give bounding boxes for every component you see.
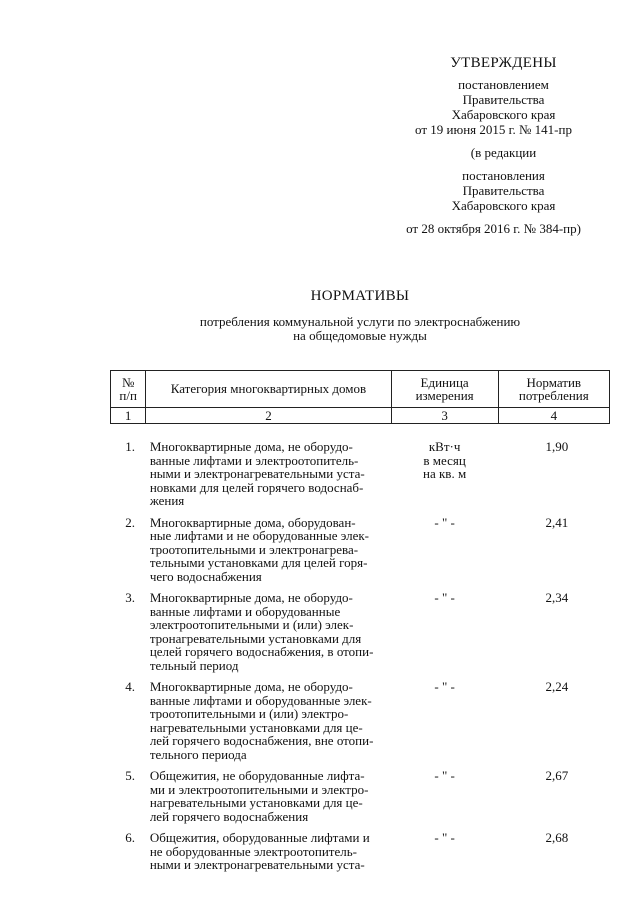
- row-category-line: электроотопительными и (или) элек-: [149, 617, 354, 632]
- row-category-line: тельного периода: [149, 746, 247, 762]
- approval-line: Хабаровского края: [451, 107, 556, 122]
- row-category: [146, 591, 391, 680]
- column-number: 1: [111, 408, 146, 424]
- row-number: 3.: [125, 590, 136, 605]
- column-number: 4: [498, 408, 609, 424]
- document-title: НОРМАТИВЫ: [310, 288, 410, 304]
- table-row: [111, 591, 610, 680]
- row-category: [146, 680, 391, 769]
- table-row: [111, 516, 610, 592]
- row-category: [146, 769, 391, 831]
- row-unit-line: - " -: [434, 830, 455, 845]
- row-unit-line: - " -: [434, 679, 455, 694]
- row-number: 1.: [125, 439, 136, 454]
- row-unit: [391, 680, 498, 769]
- row-category-line: тронагревательными установками для: [149, 630, 362, 646]
- row-category-line: троотопительными и электронагрева-: [149, 541, 359, 557]
- row-norm-value: 2,24: [545, 679, 569, 694]
- approval-line: постановлением: [458, 77, 549, 92]
- approval-line: от 19 июня 2015 г. № 141-пр: [415, 122, 572, 137]
- row-category-line: ванные лифтами и оборудованные: [149, 603, 341, 619]
- row-norm-value: 1,90: [545, 439, 569, 454]
- header-norm: Норматив потребления: [498, 371, 609, 408]
- table-row: [111, 831, 610, 880]
- row-category-line: ванные лифтами и электроотопитель-: [149, 452, 359, 468]
- row-category-line: ные лифтами и не оборудованные элек-: [149, 528, 370, 543]
- row-category-line: тельный период: [149, 657, 239, 673]
- approval-line: постановления: [462, 168, 545, 183]
- row-category-line: Многоквартирные дома, не оборудо-: [149, 439, 353, 454]
- row-category-line: нагревательными установками для це-: [149, 795, 363, 810]
- row-category-line: троотопительными и (или) электро-: [149, 706, 349, 721]
- row-unit-line: - " -: [434, 768, 455, 783]
- approval-line: Правительства: [462, 92, 545, 107]
- document-subtitle-line: потребления коммунальной услуги по электроснабжению: [199, 314, 521, 329]
- norms-table: [110, 370, 610, 880]
- row-unit-line: - " -: [434, 590, 455, 605]
- row-category-line: Общежития, оборудованные лифтами и: [149, 830, 370, 845]
- row-number: 5.: [125, 768, 136, 783]
- header-number: № п/п: [111, 371, 146, 408]
- row-category-line: новками для целей горячего водоснаб-: [149, 479, 364, 495]
- row-unit-line: - " -: [434, 514, 455, 530]
- row-unit-line: на кв. м: [423, 466, 467, 481]
- row-unit: [391, 769, 498, 831]
- row-category-line: Общежития, не оборудованные лифта-: [149, 768, 365, 783]
- row-category-line: Многоквартирные дома, оборудован-: [149, 514, 356, 530]
- row-category-line: ными и электронагревательными уста-: [149, 857, 365, 872]
- column-number: 2: [146, 408, 391, 424]
- row-category-line: жения: [149, 493, 185, 508]
- approval-line: (в редакции: [470, 145, 537, 160]
- approval-title: УТВЕРЖДЕНЫ: [450, 55, 557, 71]
- row-category: [146, 831, 391, 880]
- row-norm-value: 2,41: [545, 514, 569, 530]
- row-category-line: Многоквартирные дома, не оборудо-: [149, 590, 353, 605]
- row-category-line: ми и электроотопительными и электро-: [149, 781, 369, 797]
- approval-line: Хабаровского края: [451, 198, 556, 213]
- table-row: [111, 680, 610, 769]
- approval-line: от 28 октября 2016 г. № 384-пр): [406, 221, 581, 236]
- table-row: [111, 424, 610, 516]
- row-category-line: лей горячего водоснабжения, вне отопи-: [149, 733, 374, 748]
- header-unit: Единица измерения: [391, 371, 498, 408]
- row-category-line: лей горячего водоснабжения: [149, 808, 309, 824]
- row-unit: [391, 591, 498, 680]
- row-norm-value: 2,68: [545, 830, 569, 845]
- row-category-line: не оборудованные электроотопитель-: [149, 843, 357, 859]
- row-category-line: тельными установками для целей горя-: [149, 555, 368, 570]
- approval-block: [401, 56, 606, 236]
- row-norm-value: 2,34: [545, 590, 569, 605]
- row-category-line: чего водоснабжения: [149, 568, 262, 584]
- row-category-line: целей горячего водоснабжения, в отопи-: [149, 644, 374, 659]
- row-category-line: ванные лифтами и оборудованные элек-: [149, 692, 372, 708]
- row-category-line: Многоквартирные дома, не оборудо-: [149, 679, 353, 694]
- approval-line: Правительства: [462, 183, 545, 198]
- row-unit: [391, 831, 498, 880]
- table-row: [111, 769, 610, 831]
- document-subtitle-line: на общедомовые нужды: [293, 328, 427, 343]
- row-unit-line: кВт·ч: [428, 439, 461, 454]
- row-unit-line: в месяц: [423, 452, 466, 468]
- row-number: 6.: [125, 830, 136, 845]
- row-number: 2.: [125, 514, 136, 530]
- column-number: 3: [391, 408, 498, 424]
- row-unit: [391, 424, 498, 516]
- row-norm-value: 2,67: [545, 768, 569, 783]
- row-category: [146, 424, 391, 516]
- row-category-line: нагревательными установками для це-: [149, 719, 363, 735]
- row-number: 4.: [125, 679, 136, 694]
- column-numbers-row: [111, 408, 610, 424]
- row-category: [146, 516, 391, 592]
- header-category: Категория многоквартирных домов: [146, 371, 391, 408]
- document-heading: [110, 288, 610, 343]
- row-category-line: ными и электронагревательными уста-: [149, 466, 365, 481]
- row-unit: [391, 516, 498, 592]
- table-header-row: [111, 371, 610, 408]
